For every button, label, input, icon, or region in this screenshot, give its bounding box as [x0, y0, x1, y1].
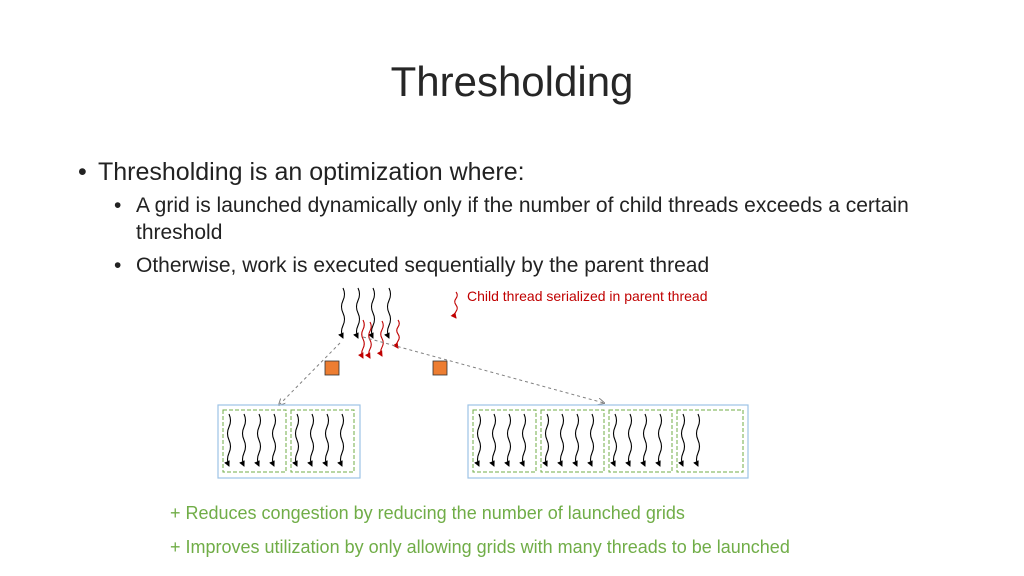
grid-right-block-3	[609, 410, 672, 472]
child-thread	[478, 414, 481, 466]
child-thread	[341, 414, 344, 466]
sub-bullet-launch-condition: • A grid is launched dynamically only if the number of child threads exceeds a certain threshold	[78, 192, 958, 246]
block-marker-left	[325, 361, 339, 375]
serialized-thread	[362, 320, 365, 358]
serialized-thread	[381, 321, 384, 356]
legend-thread	[455, 292, 458, 318]
child-thread	[682, 414, 685, 466]
grid-left	[218, 405, 360, 478]
child-thread	[296, 414, 299, 466]
child-thread	[561, 414, 564, 466]
child-thread	[614, 414, 617, 466]
child-thread	[326, 414, 329, 466]
child-thread	[523, 414, 526, 466]
child-thread	[576, 414, 579, 466]
launch-arrow-right	[363, 337, 604, 403]
parent-thread	[342, 288, 345, 338]
grid-right-block-4	[677, 410, 743, 472]
child-thread	[258, 414, 261, 466]
child-thread	[311, 414, 314, 466]
parent-thread	[357, 288, 360, 338]
serialized-thread	[369, 322, 372, 358]
slide-title: Thresholding	[390, 58, 634, 105]
grid-right-block-2	[541, 410, 604, 472]
parent-threads	[342, 288, 391, 338]
child-thread	[508, 414, 511, 466]
serialized-child-threads	[362, 320, 400, 358]
grid-left-block-2	[291, 410, 354, 472]
parent-thread	[388, 288, 391, 338]
child-thread	[546, 414, 549, 466]
grid-left-block-1	[223, 410, 286, 472]
bullet-main: • Thresholding is an optimization where:	[78, 156, 958, 188]
child-thread	[493, 414, 496, 466]
note-reduces-congestion: + Reduces congestion by reducing the number of launched grids	[170, 503, 685, 523]
child-thread	[644, 414, 647, 466]
child-thread	[697, 414, 700, 466]
child-thread	[243, 414, 246, 466]
legend-label: Child thread serialized in parent thread	[467, 288, 708, 304]
child-thread	[591, 414, 594, 466]
legend-serialized-thread-icon	[455, 292, 458, 318]
note-improves-utilization: + Improves utilization by only allowing grids with many threads to be launched	[170, 537, 790, 557]
serialized-thread	[397, 320, 400, 348]
grid-right-threads	[478, 414, 700, 466]
sub-bullet-sequential: • Otherwise, work is executed sequentially by the parent thread	[78, 252, 958, 279]
grid-right-block-1	[473, 410, 536, 472]
child-thread	[659, 414, 662, 466]
block-marker-right	[433, 361, 447, 375]
child-thread	[228, 414, 231, 466]
child-thread	[629, 414, 632, 466]
child-thread	[273, 414, 276, 466]
parent-thread	[372, 288, 375, 338]
